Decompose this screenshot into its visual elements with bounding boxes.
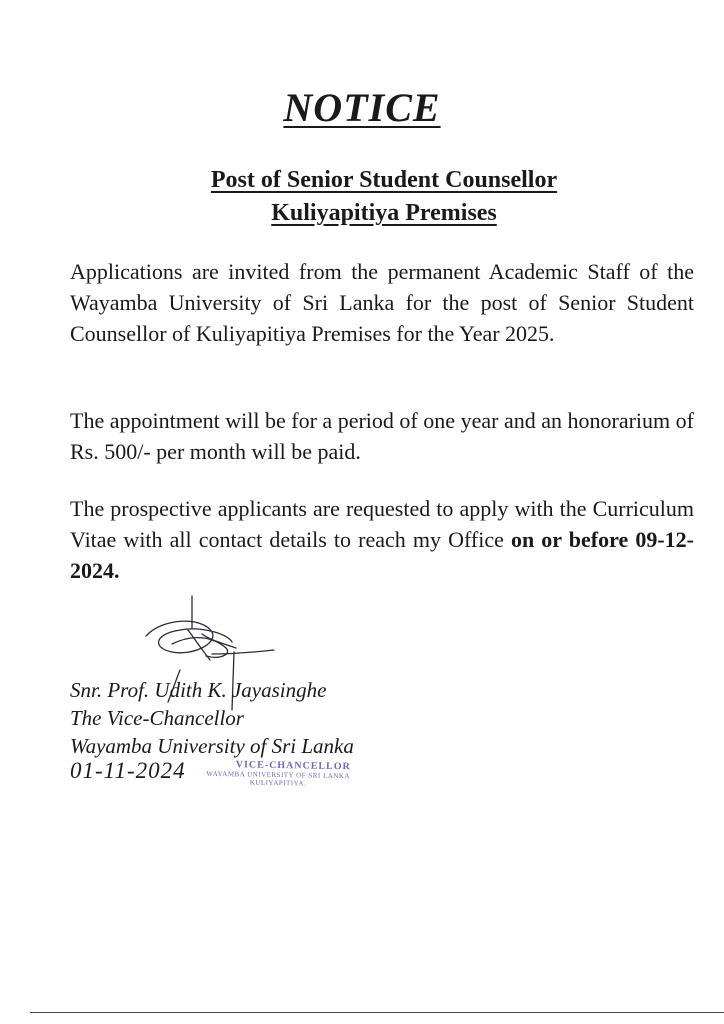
deadline-paragraph-text: The prospective applicants are requested to apply with the Curriculum Vitae with all contact details to reach my Office bbox=[70, 496, 694, 552]
premises-title: Kuliyapitiya Premises bbox=[271, 200, 497, 226]
stamp-title: VICE-CHANCELLOR bbox=[235, 759, 351, 773]
signatory-name: Snr. Prof. Udith K. Jayasinghe bbox=[70, 678, 327, 702]
deadline-date: on or before 09-12-2024. bbox=[70, 527, 695, 583]
applications-paragraph: Applications are invited from the permanent Academic Staff of the Wayamba University of Sri Lanka for the post of Senior Student Counsellor of Kuliyapitiya Premises for the Year 2025. bbox=[70, 259, 694, 346]
post-title: Post of Senior Student Counsellor bbox=[210, 167, 558, 193]
deadline-paragraph bbox=[70, 493, 694, 586]
stamp-location: KULIYAPITIYA. bbox=[249, 778, 307, 788]
bottom-rule bbox=[30, 1012, 724, 1013]
stamp-university: WAYAMBA UNIVERSITY OF SRI LANKA bbox=[206, 769, 351, 781]
official-stamp bbox=[188, 758, 369, 805]
signatory-role: The Vice-Chancellor bbox=[70, 706, 244, 730]
signatory-institution: Wayamba University of Sri Lanka bbox=[70, 734, 354, 758]
notice-title: NOTICE bbox=[283, 85, 441, 130]
signature-date: 01-11-2024 bbox=[70, 758, 186, 783]
appointment-paragraph: The appointment will be for a period of one year and an honorarium of Rs. 500/- per month will be paid. bbox=[70, 408, 694, 464]
